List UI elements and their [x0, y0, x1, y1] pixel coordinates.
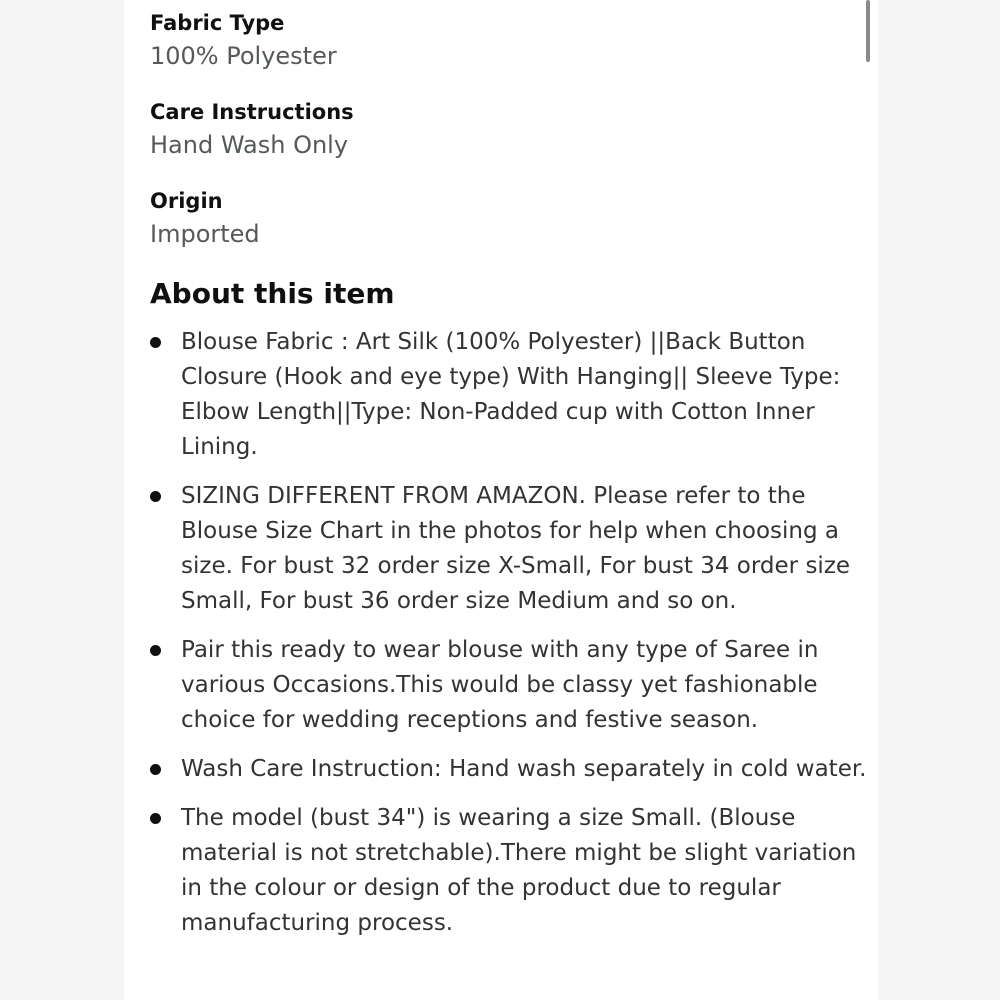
- bullet-text: The model (bust 34") is wearing a size Small. (Blouse material is not stretchable).There might be slight variation in the colour or design of the product due to regular manufacturing process.: [181, 805, 857, 936]
- list-item: [150, 633, 878, 738]
- bullet-text: SIZING DIFFERENT FROM AMAZON. Please refer to the Blouse Size Chart in the photos for help when choosing a size. For bust 32 order size X-Small, For bust 34 order size Small, For bust 36 order size Medium and so on.: [181, 483, 851, 614]
- about-section-title: About this item: [150, 277, 395, 310]
- spec-value: Imported: [150, 220, 260, 248]
- product-details-content: [150, 6, 878, 955]
- bullet-icon: [150, 813, 161, 824]
- bullet-text: Pair this ready to wear blouse with any type of Saree in various Occasions.This would be classy yet fashionable choice for wedding receptions and festive season.: [181, 637, 819, 733]
- list-item: [150, 752, 878, 787]
- list-item: [150, 479, 878, 619]
- bullet-text: Blouse Fabric : Art Silk (100% Polyester) ||Back Button Closure (Hook and eye type) With Hanging|| Sleeve Type: Elbow Length||Type: Non-Padded cup with Cotton Inner Lining.: [181, 329, 841, 460]
- about-bullet-list: [150, 325, 878, 941]
- list-item: [150, 801, 878, 941]
- bullet-icon: [150, 764, 161, 775]
- product-details-screen: [124, 0, 878, 1000]
- bullet-text: Wash Care Instruction: Hand wash separately in cold water.: [181, 756, 867, 782]
- spec-origin: [150, 184, 878, 251]
- list-item: [150, 325, 878, 465]
- bullet-icon: [150, 337, 161, 348]
- spec-label: Origin: [150, 189, 223, 213]
- bullet-icon: [150, 645, 161, 656]
- spec-label: Care Instructions: [150, 100, 354, 124]
- spec-value: 100% Polyester: [150, 42, 337, 70]
- spec-fabric-type: [150, 6, 878, 73]
- spec-label: Fabric Type: [150, 11, 285, 35]
- spec-care-instructions: [150, 95, 878, 162]
- spec-value: Hand Wash Only: [150, 131, 349, 159]
- bullet-icon: [150, 491, 161, 502]
